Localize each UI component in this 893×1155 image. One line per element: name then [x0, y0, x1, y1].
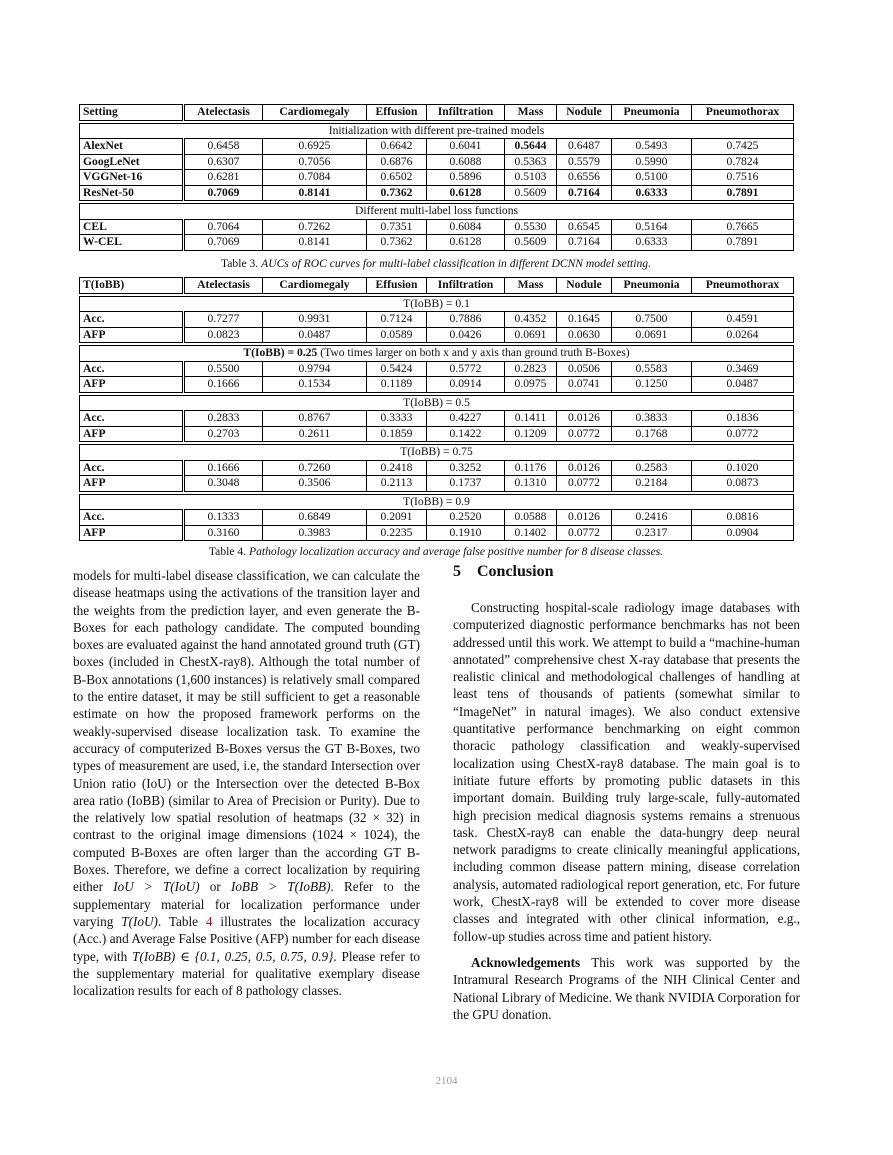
- section-label: T(IoBB) = 0.9: [80, 494, 794, 510]
- table-4-caption: Table 4. Pathology localization accuracy and average false positive number for 8 disease classes.: [208, 545, 664, 558]
- table-cell: 0.6333: [612, 185, 692, 201]
- table-cell: 0.3160: [184, 525, 263, 541]
- table-cell: 0.6084: [427, 219, 505, 235]
- table-cell: 0.8141: [263, 185, 367, 201]
- row-label: Acc.: [80, 510, 184, 526]
- section-row: [80, 123, 794, 139]
- table-cell: 0.1250: [612, 377, 692, 393]
- row-label: Acc.: [80, 411, 184, 427]
- table-cell: 0.3252: [427, 460, 505, 476]
- column-header: Cardiomegaly: [263, 278, 367, 294]
- table-cell: 0.2416: [612, 510, 692, 526]
- row-label: GoogLeNet: [80, 154, 184, 170]
- table-row: [80, 139, 794, 155]
- table-cell: 0.6281: [184, 170, 263, 186]
- column-header: Mass: [505, 105, 557, 121]
- section-row: [80, 204, 794, 220]
- table-row: [80, 312, 794, 328]
- table-cell: 0.8767: [263, 411, 367, 427]
- column-header: Pneumonia: [612, 278, 692, 294]
- column-header: Pneumothorax: [692, 278, 794, 294]
- table-cell: 0.7891: [692, 185, 794, 201]
- table-cell: 0.6487: [557, 139, 612, 155]
- table-cell: 0.5530: [505, 219, 557, 235]
- table-cell: 0.2317: [612, 525, 692, 541]
- table-cell: 0.7260: [263, 460, 367, 476]
- row-label: AFP: [80, 377, 184, 393]
- table-cell: 0.5583: [612, 361, 692, 377]
- table-header-row: [80, 105, 794, 121]
- table-4-reference-link[interactable]: 4: [205, 913, 213, 929]
- table-cell: 0.7084: [263, 170, 367, 186]
- table-cell: 0.1402: [505, 525, 557, 541]
- row-label: Acc.: [80, 460, 184, 476]
- table-cell: 0.1666: [184, 377, 263, 393]
- table-cell: 0.1411: [505, 411, 557, 427]
- table-cell: 0.0691: [612, 327, 692, 343]
- table-cell: 0.1645: [557, 312, 612, 328]
- table-cell: 0.3506: [263, 476, 367, 492]
- table-cell: 0.7064: [184, 219, 263, 235]
- table-cell: 0.0691: [505, 327, 557, 343]
- table-cell: 0.7500: [612, 312, 692, 328]
- table-cell: 0.0816: [692, 510, 794, 526]
- acknowledgements-title: Acknowledgements: [471, 954, 581, 970]
- table-cell: 0.1836: [692, 411, 794, 427]
- table-cell: 0.6545: [557, 219, 612, 235]
- table-cell: 0.2583: [612, 460, 692, 476]
- table-cell: 0.0589: [367, 327, 427, 343]
- table-cell: 0.0772: [557, 476, 612, 492]
- table-cell: 0.2418: [367, 460, 427, 476]
- table-cell: 0.1333: [184, 510, 263, 526]
- table-row: [80, 327, 794, 343]
- table-cell: 0.5164: [612, 219, 692, 235]
- table-cell: 0.7824: [692, 154, 794, 170]
- table-cell: 0.5500: [184, 361, 263, 377]
- table-cell: 0.1209: [505, 426, 557, 442]
- table-cell: 0.1310: [505, 476, 557, 492]
- table-cell: 0.0741: [557, 377, 612, 393]
- table-cell: 0.4352: [505, 312, 557, 328]
- table-cell: 0.0772: [692, 426, 794, 442]
- threshold-note: (Two times larger on both x and y axis than ground truth B-Boxes): [317, 346, 630, 359]
- column-header: Nodule: [557, 105, 612, 121]
- table-cell: 0.3983: [263, 525, 367, 541]
- table-cell: 0.1768: [612, 426, 692, 442]
- table-cell: 0.0487: [263, 327, 367, 343]
- table-cell: 0.9931: [263, 312, 367, 328]
- table-cell: 0.7362: [367, 235, 427, 251]
- row-label: AFP: [80, 327, 184, 343]
- table-cell: 0.1737: [427, 476, 505, 492]
- table-row: [80, 361, 794, 377]
- table-cell: 0.3833: [612, 411, 692, 427]
- table-cell: 0.2833: [184, 411, 263, 427]
- threshold-row: [80, 346, 794, 362]
- table-cell: 0.6849: [263, 510, 367, 526]
- row-label: W-CEL: [80, 235, 184, 251]
- column-header: Cardiomegaly: [263, 105, 367, 121]
- column-header: Effusion: [367, 105, 427, 121]
- table-cell: 0.7362: [367, 185, 427, 201]
- table-cell: 0.1910: [427, 525, 505, 541]
- table-cell: 0.2823: [505, 361, 557, 377]
- table-cell: 0.5579: [557, 154, 612, 170]
- table-cell: 0.2113: [367, 476, 427, 492]
- section-label: T(IoBB) = 0.5: [80, 395, 794, 411]
- table-row: [80, 377, 794, 393]
- table-cell: 0.7277: [184, 312, 263, 328]
- table-cell: 0.0975: [505, 377, 557, 393]
- table-cell: 0.5103: [505, 170, 557, 186]
- table-cell: 0.7124: [367, 312, 427, 328]
- table-cell: 0.7886: [427, 312, 505, 328]
- table-row: [80, 185, 794, 201]
- table-cell: 0.7516: [692, 170, 794, 186]
- table-row: [80, 510, 794, 526]
- table-cell: 0.0630: [557, 327, 612, 343]
- table-cell: 0.5772: [427, 361, 505, 377]
- column-header: Atelectasis: [184, 105, 263, 121]
- table-cell: 0.6925: [263, 139, 367, 155]
- table-cell: 0.3469: [692, 361, 794, 377]
- table-cell: 0.5424: [367, 361, 427, 377]
- table-row: [80, 235, 794, 251]
- table-cell: 0.5609: [505, 235, 557, 251]
- table-cell: 0.0588: [505, 510, 557, 526]
- row-label: AFP: [80, 426, 184, 442]
- table-cell: 0.0772: [557, 525, 612, 541]
- table-cell: 0.6556: [557, 170, 612, 186]
- table-cell: 0.5363: [505, 154, 557, 170]
- row-label: AlexNet: [80, 139, 184, 155]
- table-row: [80, 525, 794, 541]
- table-cell: 0.1534: [263, 377, 367, 393]
- section-label: Different multi-label loss functions: [80, 204, 794, 220]
- section-heading-conclusion: 5 Conclusion: [453, 563, 554, 580]
- table-3: [79, 104, 794, 251]
- table-cell: 0.5493: [612, 139, 692, 155]
- table-cell: 0.0264: [692, 327, 794, 343]
- table-cell: 0.7665: [692, 219, 794, 235]
- table-cell: 0.9794: [263, 361, 367, 377]
- table-row: [80, 460, 794, 476]
- table-cell: 0.8141: [263, 235, 367, 251]
- table-cell: 0.0426: [427, 327, 505, 343]
- table-cell: 0.7069: [184, 235, 263, 251]
- column-header: Mass: [505, 278, 557, 294]
- row-label: Acc.: [80, 361, 184, 377]
- column-header: Pneumonia: [612, 105, 692, 121]
- table-cell: 0.5990: [612, 154, 692, 170]
- threshold-row: [80, 445, 794, 461]
- table-cell: 0.7164: [557, 235, 612, 251]
- table-cell: 0.6307: [184, 154, 263, 170]
- column-header: Infiltration: [427, 105, 505, 121]
- table-cell: 0.1189: [367, 377, 427, 393]
- table-cell: 0.2235: [367, 525, 427, 541]
- table-4: [79, 277, 794, 541]
- table-cell: 0.7056: [263, 154, 367, 170]
- row-label: AFP: [80, 476, 184, 492]
- table-cell: 0.3333: [367, 411, 427, 427]
- table-cell: 0.2520: [427, 510, 505, 526]
- conclusion-text: Constructing hospital-scale radiology image databases with computerized diagnostic performance benchmarks has not been addressed until this work. We attempt to build a “machine-human annotated” comprehensive chest X-ray database that presents the realistic clinical and methodological challenges of handling at least tens of thousands of patients (somewhat similar to “ImageNet” in natural images). We also conduct extensive quantitative performance benchmarking on eight common thoracic pathology classification and weakly-supervised localization using ChestX-ray8 database. The main goal is to initiate future efforts by promoting public datasets in this important domain. Building truly large-scale, fully-automated high precision medical diagnosis systems remains a strenuous task. ChestX-ray8 can enable the data-hungry deep neural network paradigms to create clinically meaningful applications, including common disease pattern mining, disease correlation analysis, automated radiological report generation, etc. For future work, ChestX-ray8 will be extended to cover more disease classes and integrated with other clinical information, e.g., follow-up studies across time and patient history. Acknowledgements This work was supported by the Intramural Research Programs of the NIH Clinical Center and National Library of Medicine. We thank NVIDIA Corporation for the GPU donation.: [453, 600, 800, 1022]
- table-cell: 0.2091: [367, 510, 427, 526]
- threshold-row: [80, 395, 794, 411]
- table-cell: 0.7262: [263, 219, 367, 235]
- section-label: T(IoBB) = 0.75: [80, 445, 794, 461]
- row-label: Acc.: [80, 312, 184, 328]
- table-cell: 0.7164: [557, 185, 612, 201]
- row-label: CEL: [80, 219, 184, 235]
- column-header: Atelectasis: [184, 278, 263, 294]
- table-row: [80, 170, 794, 186]
- table-cell: 0.0914: [427, 377, 505, 393]
- column-header: Nodule: [557, 278, 612, 294]
- table-cell: 0.1422: [427, 426, 505, 442]
- table-cell: 0.7351: [367, 219, 427, 235]
- threshold-row: [80, 494, 794, 510]
- table-cell: 0.4591: [692, 312, 794, 328]
- table-cell: 0.6088: [427, 154, 505, 170]
- table-cell: 0.6128: [427, 185, 505, 201]
- column-header: Pneumothorax: [692, 105, 794, 121]
- section-label: [80, 346, 794, 362]
- table-row: [80, 219, 794, 235]
- table-cell: 0.6642: [367, 139, 427, 155]
- table-cell: 0.7891: [692, 235, 794, 251]
- table-cell: 0.5896: [427, 170, 505, 186]
- table-cell: 0.5100: [612, 170, 692, 186]
- table-cell: 0.0904: [692, 525, 794, 541]
- table-cell: 0.6333: [612, 235, 692, 251]
- table-row: [80, 476, 794, 492]
- page-number: 2104: [435, 1075, 458, 1087]
- table-cell: 0.2703: [184, 426, 263, 442]
- table-cell: 0.6128: [427, 235, 505, 251]
- table-cell: 0.1859: [367, 426, 427, 442]
- table-cell: 0.7069: [184, 185, 263, 201]
- column-header: T(IoBB): [80, 278, 184, 294]
- table-cell: 0.5609: [505, 185, 557, 201]
- table-cell: 0.6876: [367, 154, 427, 170]
- table-cell: 0.0126: [557, 411, 612, 427]
- table-cell: 0.0873: [692, 476, 794, 492]
- table-cell: 0.2184: [612, 476, 692, 492]
- table-row: [80, 426, 794, 442]
- column-header: Infiltration: [427, 278, 505, 294]
- table-cell: 0.0772: [557, 426, 612, 442]
- row-label: AFP: [80, 525, 184, 541]
- table-cell: 0.1176: [505, 460, 557, 476]
- row-label: ResNet-50: [80, 185, 184, 201]
- table-cell: 0.6502: [367, 170, 427, 186]
- table-cell: 0.4227: [427, 411, 505, 427]
- table-cell: 0.0506: [557, 361, 612, 377]
- table-cell: 0.1020: [692, 460, 794, 476]
- section-label: Initialization with different pre-trained models: [80, 123, 794, 139]
- table-cell: 0.0126: [557, 510, 612, 526]
- table-cell: 0.0126: [557, 460, 612, 476]
- table-cell: 0.6458: [184, 139, 263, 155]
- left-column-text: models for multi-label disease classification, we can calculate the disease heatmaps using the activations of the transition layer and the weights from the prediction layer, and even generate the B-Boxes for each pathology candidate. The computed bounding boxes are evaluated against the hand annotated ground truth (GT) boxes (included in ChestX-ray8). Although the total number of B-Box annotations (1,600 instances) is relatively small compared to the entire dataset, it may be still sufficient to get a reasonable estimate on how the proposed framework performs on the weakly-supervised disease localization task. To examine the accuracy of computerized B-Boxes versus the GT B-Boxes, two types of measurement are used, i.e, the standard Intersection over Union ratio (IoU) or the Intersection over the detected B-Box area ratio (IoBB) (similar to Area of Precision or Purity). Due to the relatively low spatial resolution of heatmaps (32 × 32) in contrast to the original image dimensions (1024 × 1024), the computed B-Boxes are often larger than the according GT B-Boxes. Therefore, we define a correct localization by requiring either IoU > T(IoU) or IoBB > T(IoBB). Refer to the supplementary material for localization performance under varying T(IoU). Table 4 illustrates the localization accuracy (Acc.) and Average False Positive (AFP) number for each disease type, with T(IoBB) ∈ {0.1, 0.25, 0.5, 0.75, 0.9}. Please refer to the supplementary material for qualitative exemplary disease localization results for each of 8 pathology classes.: [73, 568, 420, 999]
- table-cell: 0.3048: [184, 476, 263, 492]
- table-cell: 0.0487: [692, 377, 794, 393]
- threshold-title: T(IoBB) = 0.25: [243, 346, 318, 359]
- table-cell: 0.0823: [184, 327, 263, 343]
- section-label: T(IoBB) = 0.1: [80, 296, 794, 312]
- table-cell: 0.1666: [184, 460, 263, 476]
- table-cell: 0.7425: [692, 139, 794, 155]
- table-3-caption: Table 3. AUCs of ROC curves for multi-label classification in different DCNN model setting.: [221, 257, 651, 270]
- column-header: Setting: [80, 105, 184, 121]
- threshold-row: [80, 296, 794, 312]
- table-cell: 0.5644: [505, 139, 557, 155]
- row-label: VGGNet-16: [80, 170, 184, 186]
- table-header-row: [80, 278, 794, 294]
- table-row: [80, 411, 794, 427]
- table-cell: 0.2611: [263, 426, 367, 442]
- table-cell: 0.6041: [427, 139, 505, 155]
- table-row: [80, 154, 794, 170]
- column-header: Effusion: [367, 278, 427, 294]
